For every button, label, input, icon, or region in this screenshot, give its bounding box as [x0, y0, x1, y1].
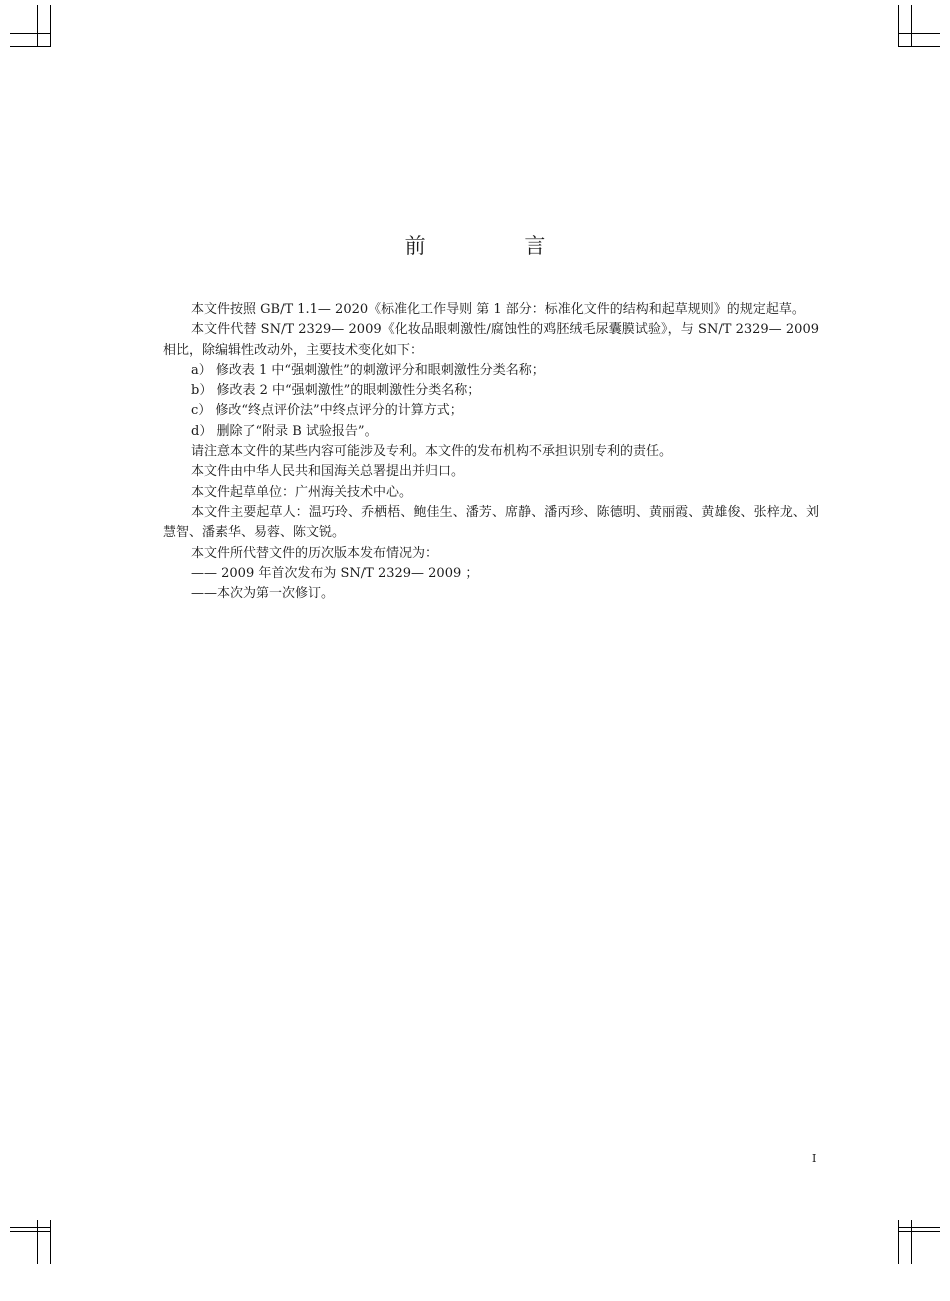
- crop-mark: [898, 46, 940, 47]
- crop-mark: [898, 1231, 940, 1232]
- history-item: —— 2009 年首次发布为 SN/T 2329— 2009 ；: [191, 565, 479, 581]
- crop-mark: [50, 1220, 51, 1264]
- paragraph-replacement: 本文件代替 SN/T 2329— 2009《化妆品眼刺激性/腐蚀性的鸡胚绒毛尿囊膜试验》，与 SN/T 2329— 2009 相比，除编辑性改动外，主要技术变化如下：: [163, 322, 819, 358]
- crop-mark: [10, 1227, 50, 1228]
- history-item: ——本次为第一次修订。: [191, 586, 335, 602]
- crop-mark: [37, 5, 38, 47]
- list-item: b） 修改表 2 中“强刺激性”的眼刺激性分类名称；: [191, 383, 481, 399]
- paragraph-proposer: 本文件由中华人民共和国海关总署提出并归口。: [191, 464, 465, 480]
- crop-mark: [898, 1227, 940, 1228]
- paragraph-patent-notice: 请注意本文件的某些内容可能涉及专利。本文件的发布机构不承担识别专利的责任。: [191, 444, 673, 460]
- crop-mark: [10, 33, 50, 34]
- paragraph-drafting-unit: 本文件起草单位：广州海关技术中心。: [191, 484, 413, 500]
- paragraph-drafters: 本文件主要起草人：温巧玲、乔栖梧、鲍佳生、潘芳、席静、潘丙珍、陈德明、黄丽霞、黄雄俊、张梓龙、刘慧智、潘素华、易蓉、陈文锐。: [163, 504, 819, 541]
- crop-mark: [10, 1231, 50, 1232]
- crop-mark: [50, 5, 51, 47]
- page-title: 前 言: [404, 234, 592, 258]
- paragraph-drafting-basis: 本文件按照 GB/T 1.1— 2020《标准化工作导则 第 1 部分：标准化文件的结构和起草规则》的规定起草。: [191, 302, 805, 317]
- crop-mark: [911, 5, 912, 47]
- preface-body: [163, 300, 819, 604]
- crop-mark: [10, 46, 50, 47]
- list-item: c） 修改“终点评价法”中终点评分的计算方式；: [191, 403, 463, 419]
- list-item: d） 删除了“附录 B 试验报告”。: [191, 423, 378, 439]
- paragraph-history-intro: 本文件所代替文件的历次版本发布情况为：: [191, 545, 439, 561]
- crop-mark: [898, 5, 899, 47]
- list-item: a） 修改表 1 中“强刺激性”的刺激评分和眼刺激性分类名称；: [191, 362, 545, 378]
- page-number: I: [812, 1152, 817, 1165]
- crop-mark: [898, 33, 940, 34]
